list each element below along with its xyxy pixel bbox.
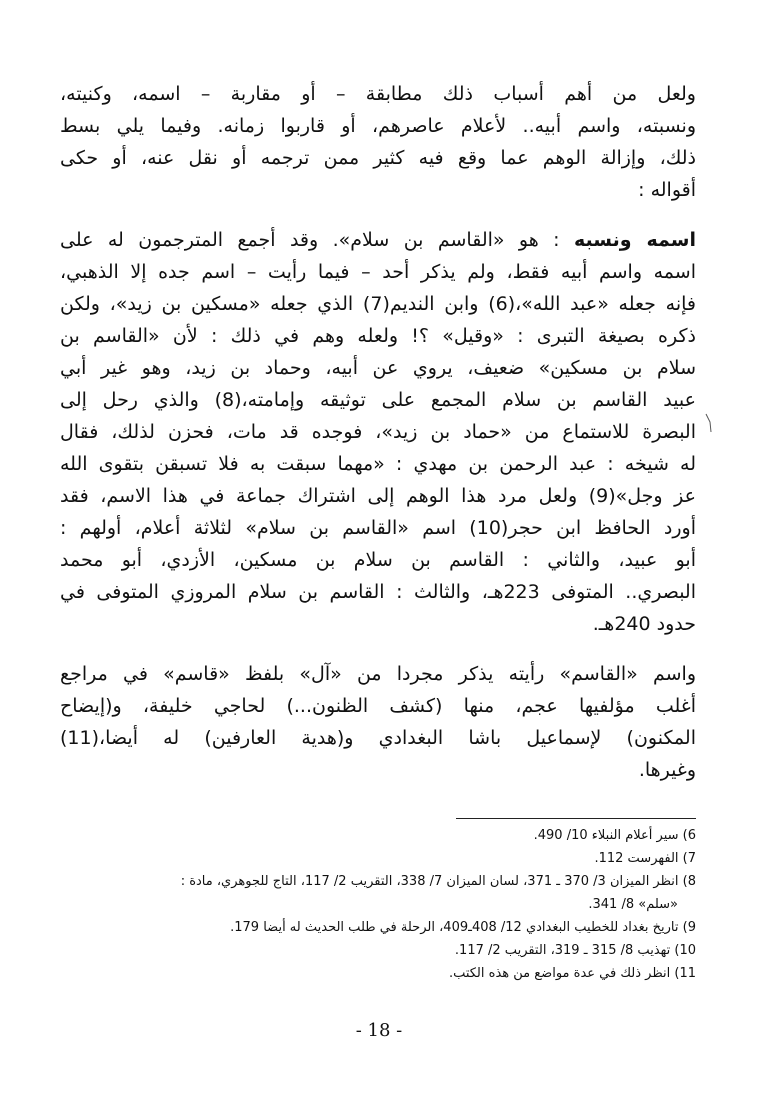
paragraph-intro: [60, 78, 696, 206]
paragraph-name-lineage: [60, 224, 696, 640]
footnote-6: 6) سير أعلام النبلاء 10/ 490.: [533, 828, 696, 843]
text-line: ونسبته، واسم أبيه.. لأعلام عاصرهم، أو قاربوا زمانه. وفيما يلي بسط: [60, 115, 696, 137]
text-line: أغلب مؤلفيها عجم، منها (كشف الظنون...) لحاجي خليفة، و(إيضاح: [60, 695, 696, 717]
text-line: واسم «القاسم» رأيته يذكر مجردا من «آل» بلفظ «قاسم» في مراجع: [60, 663, 696, 685]
paragraph-name-variant: [60, 658, 696, 786]
text-line: عز وجل»(9) ولعل مرد هذا الوهم إلى اشتراك جماعة في هذا الاسم، فقد: [60, 485, 696, 507]
text-line: البصري.. المتوفى 223هـ، والثالث : القاسم بن سلام المروزي المتوفى في: [60, 581, 696, 603]
text-line: أبو عبيد، والثاني : القاسم بن سلام بن مسكين، الأزدي، أبو محمد: [60, 549, 696, 571]
footnote-11: 11) انظر ذلك في عدة مواضع من هذه الكتب.: [448, 966, 696, 981]
text-line: عبيد القاسم بن سلام المجمع على توثيقه وإمامته،(8) والذي رحل إلى: [60, 389, 696, 411]
text-line: فإنه جعله «عبد الله»،(6) وابن النديم(7) الذي جعله «مسكين بن زيد»، ولكن: [60, 293, 696, 315]
footnotes: [60, 818, 696, 985]
text-line: المكنون) لإسماعيل باشا البغدادي و(هدية العارفين) له أيضا،(11): [60, 727, 696, 749]
text-line: له شيخه : عبد الرحمن بن مهدي : «مهما سبقت به فلا تسبقن بتقوى الله: [60, 453, 696, 475]
footnote-8: 8) انظر الميزان 3/ 370 ـ 371، لسان الميزان 7/ 338، التقريب 2/ 117، التاج للجوهري، مادة :: [180, 874, 696, 889]
footnote-7: 7) الفهرست 112.: [594, 851, 696, 866]
text-line: أورد الحافظ ابن حجر(10) اسم «القاسم بن سلام» لثلاثة أعلام، أولهم :: [60, 517, 697, 539]
main-text: [60, 78, 696, 804]
text-line: أقواله :: [638, 179, 696, 201]
section-heading: اسمه ونسبه: [573, 229, 696, 251]
footnote-divider: [456, 818, 696, 819]
text-line: حدود 240هـ.: [592, 613, 696, 635]
footnote-8-continued: «سلم» 8/ 341.: [588, 897, 678, 912]
text-fragment: : هو «القاسم بن سلام». وقد أجمع المترجمون له على: [60, 229, 574, 251]
margin-mark: [704, 412, 714, 434]
text-line: وغيرها.: [638, 759, 696, 781]
footnote-9: 9) تاريخ بغداد للخطيب البغدادي 12/ 408ـ409، الرحلة في طلب الحديث له أيضا 179.: [230, 920, 696, 935]
text-line: ذلك، وإزالة الوهم عما وقع فيه كثير ممن ترجمه أو نقل عنه، أو حكى: [60, 147, 696, 169]
text-line: اسمه واسم أبيه فقط، ولم يذكر أحد – فيما رأيت – اسم جده إلا الذهبي،: [60, 261, 696, 283]
text-line: البصرة للاستماع من «حماد بن زيد»، فوجده قد مات، فحزن لذلك، فقال: [60, 421, 696, 443]
text-line: ذكره بصيغة التبرى : «وقيل» ؟! ولعله وهم في ذلك : لأن «القاسم بن: [60, 325, 696, 347]
text-line: [60, 224, 696, 256]
text-line: ولعل من أهم أسباب ذلك مطابقة – أو مقاربة – اسمه، وكنيته،: [60, 83, 696, 105]
footnote-10: 10) تهذيب 8/ 315 ـ 319، التقريب 2/ 117.: [454, 943, 696, 958]
page-number: - 18 -: [355, 1020, 403, 1041]
text-line: سلام بن مسكين» ضعيف، يروي عن أبيه، وحماد بن زيد، وهو غير أبي: [60, 357, 696, 379]
